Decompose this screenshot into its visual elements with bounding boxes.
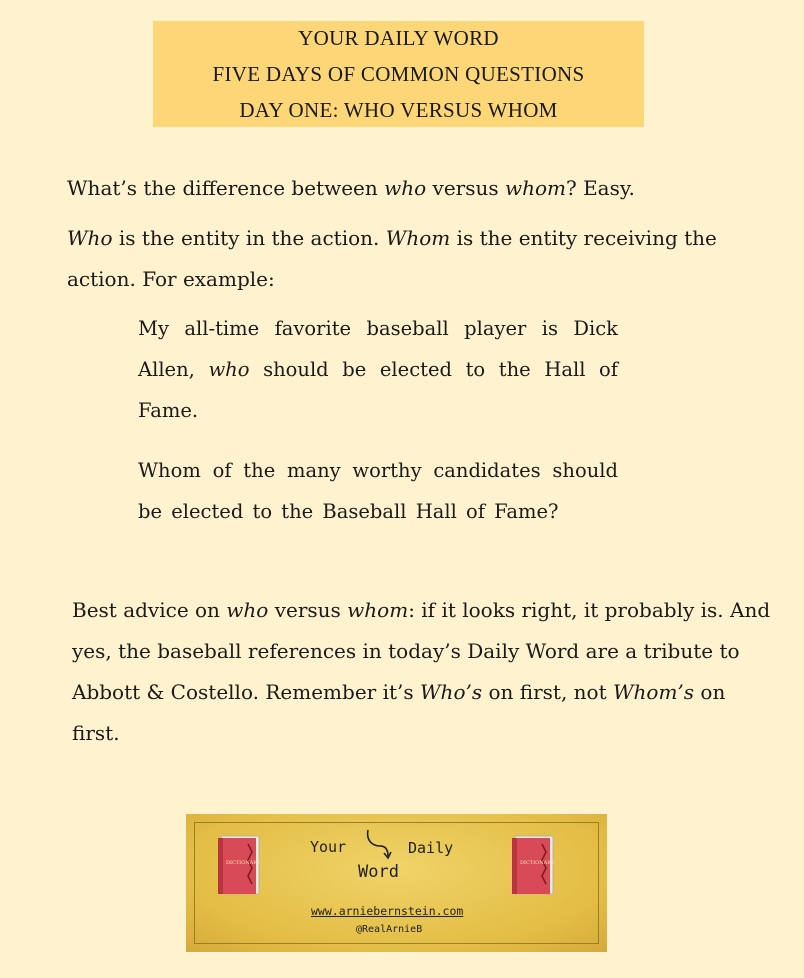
- advice-text-4: on first, not: [482, 680, 613, 704]
- intro-paragraph: [67, 168, 767, 209]
- title-line-1: YOUR DAILY WORD: [298, 26, 499, 50]
- example1-text-2: should be elected to the Hall of Fame.: [138, 358, 618, 422]
- advice-who: who: [226, 598, 269, 622]
- example1-who: who: [208, 358, 250, 381]
- advice-text-3: : if it looks right, it probably is. And yes, the baseball references in today’s Daily Word are a tribute to Abbott & Costello. Remember it’s: [72, 598, 771, 704]
- intro-who: who: [384, 176, 427, 200]
- definition-text-1: is the entity in the action.: [112, 226, 386, 250]
- intro-whom: whom: [504, 176, 566, 200]
- advice-text-5: on first.: [72, 680, 726, 745]
- your-daily-word-banner: [186, 814, 607, 952]
- dictionary-book-icon: [218, 834, 262, 896]
- curved-arrow-icon: [364, 828, 398, 862]
- example1-text-1: My all-time favorite baseball player is Dick Allen,: [138, 317, 618, 381]
- intro-text-1: What’s the difference between: [67, 176, 385, 200]
- advice-text-1: Best advice on: [72, 598, 227, 622]
- definition-paragraph: [67, 218, 767, 300]
- definition-text-2: is the entity receiving the action. For example:: [67, 226, 717, 291]
- book-label-left: DICTIONARY: [226, 860, 261, 866]
- title-line-3: DAY ONE: WHO VERSUS WHOM: [239, 98, 558, 122]
- example-quote-2: Whom of the many worthy candidates should be elected to the Baseball Hall of Fame?: [138, 459, 618, 523]
- banner-your: Your: [310, 838, 347, 856]
- advice-whos: Who’s: [420, 680, 483, 704]
- advice-paragraph: [72, 590, 772, 754]
- intro-text-3: ? Easy.: [566, 176, 635, 200]
- banner-url-link[interactable]: www.arniebernstein.com: [311, 904, 464, 918]
- title-box: [153, 21, 644, 127]
- definition-whom: Whom: [385, 226, 451, 250]
- banner-handle: @RealArnieB: [356, 924, 423, 935]
- banner-daily: Daily: [408, 839, 454, 857]
- example-quote-1: [138, 308, 618, 431]
- dictionary-book-icon: [512, 834, 556, 896]
- advice-whom: whom: [347, 598, 409, 622]
- intro-text-2: versus: [426, 176, 505, 200]
- definition-who: Who: [67, 226, 113, 250]
- advice-text-2: versus: [268, 598, 348, 622]
- advice-whoms: Whom’s: [612, 680, 695, 704]
- book-label-right: DICTIONARY: [520, 860, 555, 866]
- title-line-2: FIVE DAYS OF COMMON QUESTIONS: [212, 62, 585, 86]
- banner-word: Word: [358, 862, 399, 882]
